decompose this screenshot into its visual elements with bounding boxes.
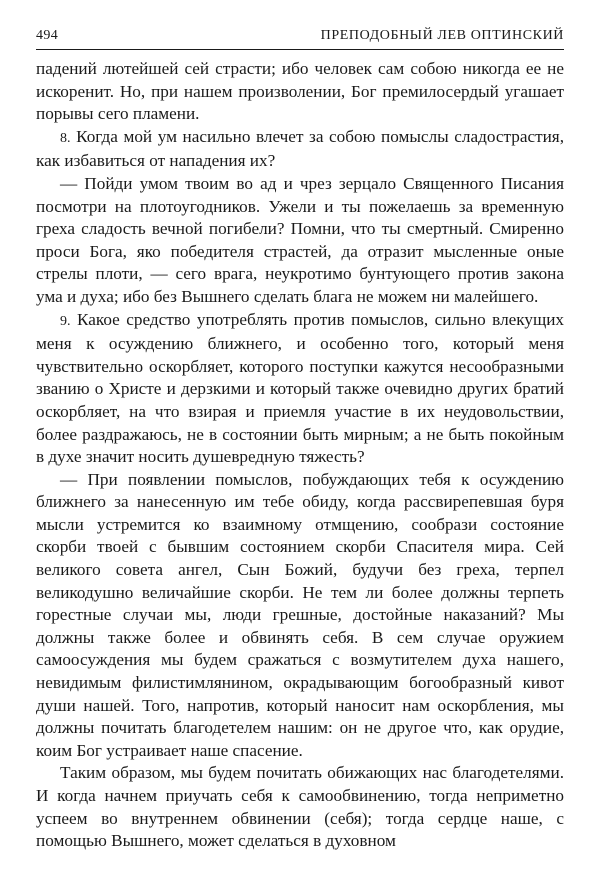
running-title: ПРЕПОДОБНЫЙ ЛЕВ ОПТИНСКИЙ [320, 28, 564, 43]
question-text: Когда мой ум насильно влечет за собою помыслы сладострастия, как избавиться от нападения их? [36, 126, 564, 171]
question-text: Какое средство употреблять против помыслов, сильно влекущих меня к осуждению ближнего, и особенно того, который меня чувствительно оскорбляет, которого поступки кажутся несообразными званию о Христе и дерзкими и который также очевидно других братий оскорбляет, на что взирая и приемля участие в их неудовольствии, более раздражаюсь, не в состоянии быть мирным; а не быть покойным в духе значит носить душевредную тяжесть? [36, 309, 564, 467]
paragraph-continuation: падений лютейшей сей страсти; ибо человек сам собою никогда ее не искоренит. Но, при нашем произволении, Бог премилосердый угашает порывы сего пламени. [36, 59, 564, 124]
paragraph-conclusion: Таким образом, мы будем почитать обижающих нас благодетелями. И когда начнем приучать себя к самообвинению, тогда неприметно успеем во внутреннем обвинении (себя); тогда сердце наше, с помощью Вышнего, может сделаться в духовном [36, 763, 564, 851]
answer-8: — Пойди умом твоим во ад и чрез зерцало Священного Писания посмотри на плотоугодников. Ужели и ты пожелаешь за временную греха сладость вечной погибели? Помни, что ты смертный. Смиренно проси Бога, яко победителя страстей, да отразит мысленные оные стрелы плоти, — сего врага, неукротимо бунтующего против закона ума и духа; ибо без Вышнего сделать блага не можем ни малейшего. [36, 173, 564, 306]
book-page [36, 28, 564, 853]
answer-9: — При появлении помыслов, побуждающих тебя к осуждению ближнего за нанесенную им тебе обиду, когда рассвирепевшая буря мысли устремится ко взаимному отмщению, сообрази состояние скорби твоей с бывшим состоянием скорби Спасителя мира. Сей великого совета ангел, Сын Божий, будучи без греха, терпел великодушно величайшие скорби. Не тем ли более должны терпеть горестные случаи мы, люди грешные, достойные наказаний? Мы должны также более и обвинять себя. В сем случае оружием самоосуждения мы будем сражаться с возмутителем духа нашего, невидимым филистимлянином, окрадывающим богообразный кивот души нашей. Того, напротив, который наносит нам оскорбления, мы должны почитать благодетелем нашим: он не другое что, как орудие, коим Бог устраивает наше спасение. [36, 469, 564, 760]
question-number: 9. [60, 313, 71, 329]
question-8 [36, 126, 564, 173]
body-text [36, 58, 564, 853]
page-number: 494 [36, 28, 59, 43]
question-number: 8. [60, 130, 71, 146]
running-header [36, 28, 564, 50]
question-9 [36, 309, 564, 469]
